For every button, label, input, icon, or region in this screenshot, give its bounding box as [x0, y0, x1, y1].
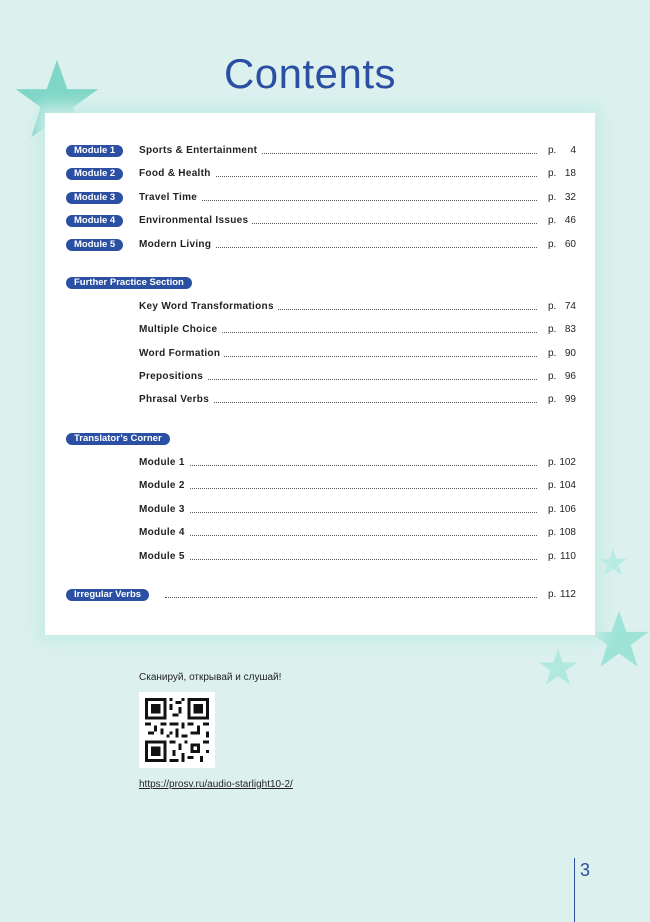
module-tag: Module 4 — [66, 215, 123, 227]
section-heading-irregular-verbs: Irregular Verbs — [66, 589, 149, 601]
dot-leader — [139, 488, 537, 489]
toc-label: Module 1 — [139, 456, 189, 470]
page-number: 3 — [580, 860, 591, 880]
page-title: Contents — [223, 50, 397, 97]
toc-label: Modern Living — [139, 238, 215, 252]
contents-panel — [45, 113, 595, 635]
toc-label: Environmental Issues — [139, 214, 252, 228]
star-decoration-right-large — [588, 608, 650, 670]
toc-label: Food & Health — [139, 167, 215, 181]
toc-label: Phrasal Verbs — [139, 393, 213, 407]
toc-row[interactable]: Multiple Choice p. 83 — [139, 324, 576, 335]
toc-label: Prepositions — [139, 370, 207, 384]
toc-row[interactable]: Module 3 p. 106 — [139, 504, 576, 515]
toc-row[interactable]: Module 3 Travel Time p. 32 — [45, 191, 595, 207]
toc-row[interactable]: Irregular Verbs p. 112 — [45, 588, 595, 604]
dot-leader — [139, 559, 537, 560]
section-heading-row — [45, 276, 595, 292]
toc-row[interactable]: Module 5 Modern Living p. 60 — [45, 238, 595, 254]
toc-row[interactable]: Module 2 Food & Health p. 18 — [45, 167, 595, 183]
toc-row[interactable]: Module 1 Sports & Entertainment p. 4 — [45, 144, 595, 160]
section-heading-row — [45, 432, 595, 448]
toc-label: Module 5 — [139, 550, 189, 564]
dot-leader — [165, 597, 537, 598]
toc-row[interactable]: Module 4 p. 108 — [139, 527, 576, 538]
toc-label: Travel Time — [139, 191, 201, 205]
module-tag: Module 1 — [66, 145, 123, 157]
module-tag: Module 2 — [66, 168, 123, 180]
dot-leader — [139, 512, 537, 513]
section-heading-translators-corner: Translator’s Corner — [66, 433, 170, 445]
scan-instruction: Сканируй, открывай и слушай! — [139, 672, 282, 683]
toc-row[interactable]: Module 5 p. 110 — [139, 551, 576, 562]
toc-label: Key Word Transformations — [139, 300, 278, 314]
dot-leader — [139, 465, 537, 466]
star-decoration-right-top — [598, 548, 628, 576]
module-tag: Module 5 — [66, 239, 123, 251]
dot-leader — [139, 535, 537, 536]
audio-link[interactable]: https://prosv.ru/audio-starlight10-2/ — [139, 779, 293, 790]
toc-label: Sports & Entertainment — [139, 144, 261, 158]
toc-row[interactable]: Module 2 p. 104 — [139, 480, 576, 491]
module-tag: Module 3 — [66, 192, 123, 204]
toc-row[interactable]: Module 4 Environmental Issues p. 46 — [45, 214, 595, 230]
toc-row[interactable]: Module 1 p. 102 — [139, 457, 576, 468]
qr-code[interactable] — [139, 692, 215, 768]
toc-row[interactable]: Prepositions p. 96 — [139, 371, 576, 382]
toc-label: Module 2 — [139, 479, 189, 493]
toc-label: Module 4 — [139, 526, 189, 540]
toc-row[interactable]: Phrasal Verbs p. 99 — [139, 394, 576, 405]
star-decoration-right-small — [538, 648, 578, 686]
toc-row[interactable]: Word Formation p. 90 — [139, 348, 576, 359]
toc-label: Module 3 — [139, 503, 189, 517]
toc-row[interactable]: Key Word Transformations p. 74 — [139, 301, 576, 312]
toc-label: Word Formation — [139, 347, 224, 361]
page-number-rule — [574, 858, 575, 922]
section-heading-further-practice: Further Practice Section — [66, 277, 192, 289]
toc-label: Multiple Choice — [139, 323, 221, 337]
